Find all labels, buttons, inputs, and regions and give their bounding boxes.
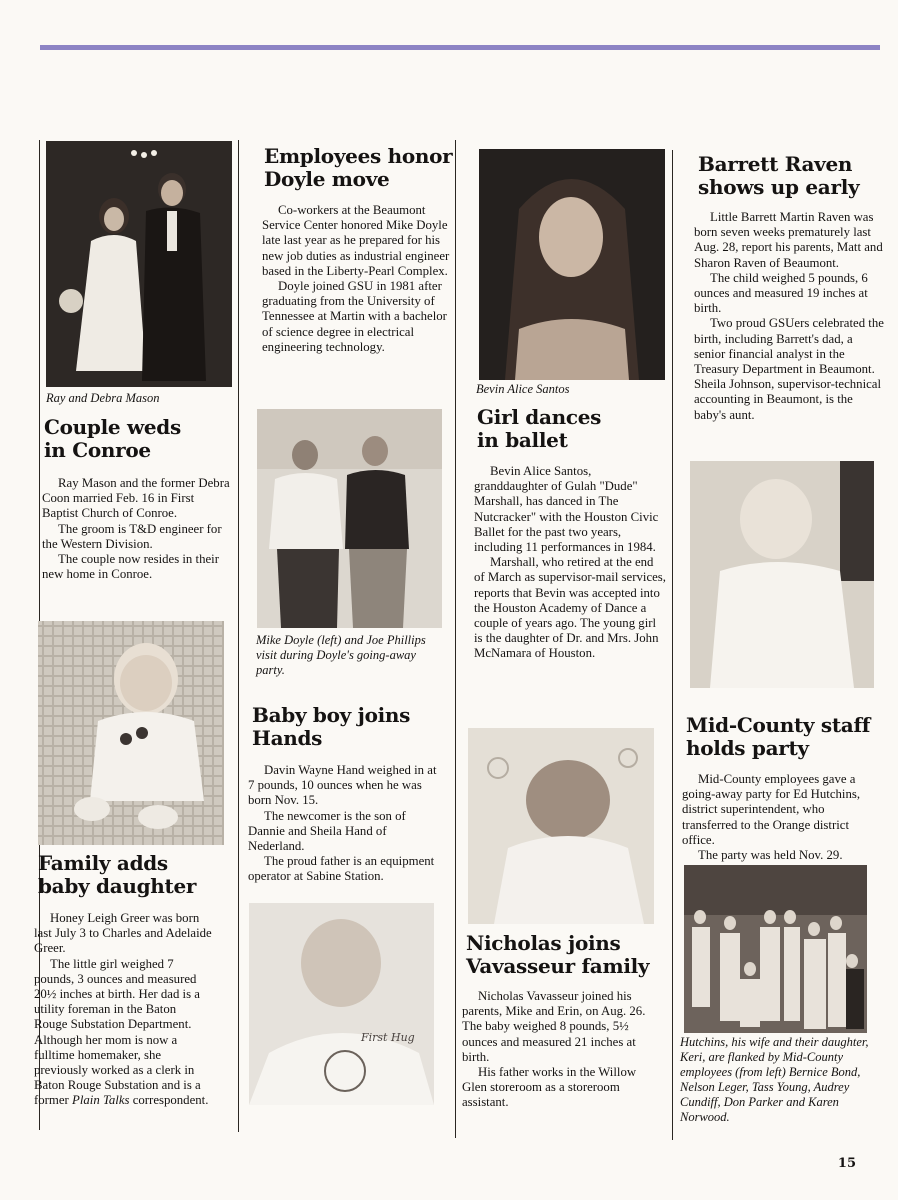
paragraph: Co-workers at the Beaumont Service Center honored Mike Doyle late last year as he prepared for his new job duties as industrial engineer based in the Liberty-Pearl Complex. bbox=[262, 203, 450, 278]
column-divider bbox=[672, 150, 673, 1140]
article-baby-boy bbox=[248, 763, 444, 885]
paragraph: Nicholas Vavasseur joined his parents, Mike and Erin, on Aug. 26. The baby weighed 8 pounds, 5½ ounces and measured 21 inches at birth. bbox=[462, 989, 646, 1064]
mid-county-group-photo bbox=[684, 865, 867, 1033]
headline-baby-boy: Baby boy joins Hands bbox=[252, 703, 411, 750]
headline-employees-honor: Employees honor Doyle move bbox=[264, 144, 453, 191]
article-nicholas-joins bbox=[462, 989, 658, 1111]
paragraph: Little Barrett Martin Raven was born seven weeks prematurely last Aug. 28, report his parents, Matt and Sharon Raven of Beaumont. bbox=[694, 210, 883, 270]
article-employees-honor bbox=[262, 203, 452, 355]
paragraph: Two proud GSUers celebrated the birth, including Barrett's dad, a senior financial analyst in the Treasury Department in Beaumont. Sheila Johnson, supervisor-technical accounting in Beaumont, is the baby's aunt. bbox=[694, 316, 884, 422]
article-girl-dances bbox=[474, 464, 666, 662]
paragraph-end: correspondent. bbox=[132, 1093, 209, 1108]
paragraph: The newcomer is the son of Dannie and Sheila Hand of Nederland. bbox=[248, 808, 406, 854]
doyle-photo-caption: Mike Doyle (left) and Joe Phillips visit during Doyle's going-away party. bbox=[256, 633, 426, 677]
publication-title: Plain Talks bbox=[72, 1093, 130, 1108]
paragraph: The couple now resides in their new home in Conroe. bbox=[42, 552, 219, 582]
paragraph-text: The little girl weighed 7 pounds, 3 ounces and measured 20½ inches at birth. Her dad is a utility foreman in the Baton Rouge Substation Department. Although her mom is now a fulltime homemaker, she previously worked as a clerk in Baton Rouge Substation and is a former bbox=[34, 956, 201, 1108]
headline-nicholas-joins: Nicholas joins Vavasseur family bbox=[466, 931, 650, 978]
barrett-baby-photo bbox=[690, 461, 874, 688]
headline-couple-weds: Couple weds in Conroe bbox=[44, 415, 181, 462]
paragraph bbox=[34, 957, 212, 1109]
column-divider bbox=[238, 140, 239, 1132]
doyle-phillips-photo bbox=[257, 409, 442, 628]
newborn-photo bbox=[468, 728, 654, 924]
header-rule bbox=[40, 45, 880, 50]
paragraph: His father works in the Willow Glen storeroom as a storeroom assistant. bbox=[462, 1065, 637, 1110]
article-mid-county bbox=[682, 772, 878, 863]
paragraph: Marshall, who retired at the end of March as supervisor-mail services, reports that Bevin was accepted into the Houston Academy of Dance a couple of years ago. The young girl is the daughter of Dr. and Mrs. John McNamara of Houston. bbox=[474, 555, 666, 661]
baby-boy-photo bbox=[249, 903, 434, 1105]
ballet-girl-photo bbox=[479, 149, 665, 380]
paragraph: The proud father is an equipment operator at Sabine Station. bbox=[248, 854, 435, 884]
ballet-photo-caption: Bevin Alice Santos bbox=[476, 382, 570, 396]
baby-girl-photo bbox=[38, 621, 224, 845]
wedding-photo-caption: Ray and Debra Mason bbox=[46, 391, 160, 405]
headline-family-adds: Family adds baby daughter bbox=[38, 851, 197, 898]
paragraph: Doyle joined GSU in 1981 after graduating from the University of Tennessee at Martin with a bachelor of science degree in electrical engineering technology. bbox=[262, 279, 447, 354]
paragraph: Honey Leigh Greer was born last July 3 to Charles and Adelaide Greer. bbox=[34, 911, 212, 956]
page-number: 15 bbox=[837, 1156, 856, 1171]
mid-county-photo-caption: Hutchins, his wife and their daughter, Keri, are flanked by Mid-County employees (from left) Bernice Bond, Nelson Leger, Tass Young, Audrey Cundiff, Don Parker and Karen Norwood. bbox=[680, 1035, 869, 1124]
article-family-adds bbox=[34, 911, 212, 1109]
paragraph: The child weighed 5 pounds, 6 ounces and measured 19 inches at birth. bbox=[694, 270, 868, 316]
paragraph: The party was held Nov. 29. bbox=[698, 848, 843, 863]
article-barrett-raven bbox=[694, 210, 886, 423]
column-divider bbox=[455, 140, 456, 1138]
paragraph: Mid-County employees gave a going-away party for Ed Hutchins, district superintendent, who transferred to the Orange district office. bbox=[682, 772, 861, 847]
headline-barrett-raven: Barrett Raven shows up early bbox=[698, 152, 860, 199]
shirt-text: First Hug bbox=[361, 1031, 415, 1044]
paragraph: Ray Mason and the former Debra Coon married Feb. 16 in First Baptist Church of Conroe. bbox=[42, 476, 230, 521]
article-couple-weds bbox=[42, 476, 232, 582]
paragraph: Davin Wayne Hand weighed in at 7 pounds, 10 ounces when he was born Nov. 15. bbox=[248, 763, 437, 808]
headline-girl-dances: Girl dances in ballet bbox=[477, 405, 602, 452]
paragraph: Bevin Alice Santos, granddaughter of Gulah "Dude" Marshall, has danced in The Nutcracker" with the Houston Civic Ballet for the past two years, including 11 performances in 1984. bbox=[474, 464, 659, 555]
headline-mid-county: Mid-County staff holds party bbox=[686, 713, 871, 760]
paragraph: The groom is T&D engineer for the Western Division. bbox=[42, 521, 222, 551]
wedding-photo bbox=[46, 141, 232, 387]
